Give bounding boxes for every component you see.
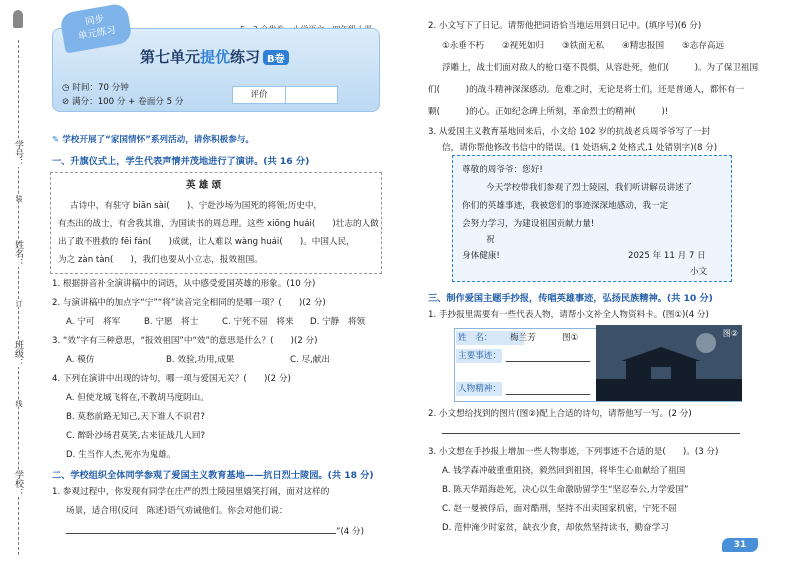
question-4: 4. 下列在演讲中出现的诗句，哪一项与爱国无关？( )(2 分) (52, 374, 291, 384)
diary-line: 颗( )的心。正如纪念碑上所刻，革命烈士的精神( )! (428, 107, 669, 117)
section-3-part-2: 2. 小文想给找到的图片(图②)配上合适的诗句，请帮他写一写。(2 分) (428, 409, 692, 419)
question-3: 3. “效”字有三种意思，“报效祖国”中“效”的意思是什么？( )(2 分) (52, 336, 318, 346)
student-number-label: 学号： (13, 140, 23, 167)
evaluation-label: 评价 (233, 87, 286, 103)
clock-icon: ◷ (62, 83, 73, 93)
letter-signature: 小文 (690, 267, 708, 277)
page-number: 31 (722, 538, 758, 552)
evaluation-field[interactable] (286, 87, 337, 103)
letter-wish: 身体健康! (462, 251, 500, 261)
p3-option[interactable]: C. 赵一曼被俘后，面对酷刑，坚持不出卖国家机密，宁死不屈 (442, 504, 677, 514)
title-highlight: 提优 (200, 48, 231, 66)
q3-option[interactable]: C. 尽,献出 (290, 355, 330, 365)
cut-mark: 装 (15, 195, 23, 202)
intro-text: 学校开展了“家国情怀”系列活动，请你积极参与。 (62, 135, 254, 145)
right-question-3: 信，请你帮他修改书信中的错误。(1 处语病,2 处格式,1 处错别字)(8 分) (442, 143, 718, 153)
card-figure-label: 图① (562, 333, 579, 343)
part-1-line: 场景，适合用(反问 陈述)语气劝诫他们。你会对他们说： (66, 506, 288, 516)
score-info (62, 96, 183, 108)
q4-option[interactable]: B. 莫愁前路无知己,天下谁人不识君? (66, 412, 205, 422)
class-label: 班级： (13, 340, 23, 367)
activity-intro (52, 134, 254, 146)
q2-option[interactable]: A. 宁可 将军 (66, 317, 121, 327)
p3-option[interactable]: B. 陈天华蹈海赴死，决心以生命激励留学生“坚忍奉公,力学爱国” (442, 485, 689, 495)
right-question-3: 3. 从爱国主义教育基地回来后，小文给 102 岁的抗战老兵周爷爷写了一封 (428, 127, 711, 137)
time-text: 时间：70 分钟 (72, 83, 129, 93)
cut-mark: 订 (15, 300, 23, 307)
speech-line: 古诗中，有驻守 biān sài( )、宁赴沙场为国死的将领;历史中， (70, 201, 323, 211)
image-label: 图② (722, 329, 738, 338)
title-unit: 第七单元 (140, 48, 201, 66)
q3-option[interactable]: B. 效验,功用,成果 (166, 355, 235, 365)
q3-option[interactable]: A. 模仿 (66, 355, 95, 365)
diary-line: 浮雕上，战士们面对敌人的枪口毫不畏惧，从容赴死，他们( )。为了保卫祖国 (442, 63, 759, 73)
city-gate-illustration (596, 325, 742, 401)
pencil-icon: ✎ (52, 135, 63, 145)
answer-tail: ”(4 分) (336, 527, 364, 537)
variant-badge: B卷 (263, 50, 289, 65)
score-icon: ⊘ (62, 97, 72, 107)
section-3-part-3: 3. 小文想在手抄报上增加一些人物事迹，下列事迹不合适的是( )。(3 分) (428, 447, 719, 457)
section-2-heading: 二、学校组织全体同学参观了爱国主义教育基地——抗日烈士陵园。(共 18 分) (52, 470, 374, 481)
section-3-part-1: 1. 手抄报里需要有一些代表人物，请帮小文补全人物资料卡。(图①)(4 分) (428, 310, 709, 320)
right-question-2: 2. 小文写下了日记。请帮他把词语恰当地运用到日记中。(填序号)(6 分) (428, 21, 702, 31)
score-text: 满分：100 分 + 卷面分 5 分 (71, 97, 184, 107)
word-option: ①永垂不朽 (442, 41, 485, 51)
time-info (62, 82, 129, 94)
letter-greeting: 尊敬的周爷爷：您好! (462, 165, 543, 175)
q4-option[interactable]: C. 醉卧沙场君莫笑,古来征战几人回? (66, 431, 206, 441)
rocket-icon (13, 10, 23, 28)
section-3-heading: 三、制作爱国主题手抄报，传唱英雄事迹，弘扬民族精神。(共 10 分) (428, 293, 713, 304)
poem-answer-line[interactable] (442, 433, 740, 434)
q2-option[interactable]: C. 宁死不屈 将来 (222, 317, 294, 327)
letter-body-line: 会努力学习，为建设祖国贡献力量! (462, 219, 595, 229)
deeds-answer-line[interactable] (506, 361, 590, 362)
spirit-answer-line[interactable] (506, 394, 590, 395)
badge-line: 同步 (84, 13, 106, 28)
card-spirit-label: 人物精神： (458, 384, 501, 394)
card-deeds-label: 主要事迹： (458, 351, 501, 361)
letter-body-line: 你们的英雄事迹，我被您们的事迹深深地感动，我一定 (462, 201, 669, 211)
badge-line: 单元练习 (77, 24, 117, 43)
school-label: 学校： (13, 470, 23, 497)
question-2: 2. 与演讲稿中的加点字“宁”“将”读音完全相同的是哪一项？( )(2 分) (52, 298, 326, 308)
q2-option[interactable]: D. 宁静 将领 (310, 317, 366, 327)
letter-date: 2025 年 11 月 7 日 (628, 251, 706, 261)
city-gate-image (596, 325, 742, 401)
cut-mark: 线 (15, 400, 23, 407)
letter-body-line: 今天学校带我们参观了烈士陵园，我们听讲解员讲述了 (486, 183, 693, 193)
p3-option[interactable]: A. 钱学森冲破重重阻挠，毅然回到祖国，将毕生心血献给了祖国 (442, 466, 686, 476)
evaluation-box (232, 86, 338, 104)
title-tail: 练习 (230, 48, 261, 66)
speech-title: 英 雄 颂 (186, 180, 222, 191)
card-name-value: 梅兰芳 (510, 333, 536, 343)
page-title (140, 46, 289, 67)
q2-option[interactable]: B. 宁愿 将士 (144, 317, 199, 327)
speech-line: 为之 zàn tàn( )，我们也要从小立志，报效祖国。 (58, 255, 263, 265)
question-1: 1. 根据拼音补全演讲稿中的词语，从中感受爱国英雄的形象。(10 分) (52, 279, 316, 289)
speech-line: 出了敢不胜救的 fēi fán( )成就，让人难以 wàng huái( )。中国人民， (58, 237, 355, 247)
section-1-heading: 一、升旗仪式上，学生代表声情并茂地进行了演讲。(共 16 分) (52, 156, 310, 167)
word-option: ④精忠报国 (622, 41, 665, 51)
part-1-line: 1. 参观过程中，你发现有同学在庄严的烈士陵园里嬉笑打闹，面对这样的 (52, 487, 330, 497)
part-1-answer-row (66, 524, 364, 538)
name-label: 姓名： (13, 240, 23, 267)
letter-closing: 祝 (486, 235, 495, 245)
q4-option[interactable]: D. 生当作人杰,死亦为鬼雄。 (66, 450, 176, 460)
answer-line[interactable] (66, 524, 336, 534)
binding-margin (0, 0, 40, 566)
p3-option[interactable]: D. 范仲淹少时家贫，缺衣少食，却依然坚持读书，勤奋学习 (442, 523, 669, 533)
word-option: ②视死如归 (502, 41, 545, 51)
word-option: ⑤志存高远 (682, 41, 725, 51)
card-name-label: 姓 名： (458, 333, 493, 343)
word-option: ③铁面无私 (562, 41, 605, 51)
speech-line: 有杰出的战士，有舍我其谁，为国读书的周总理。这些 xiōng huái( )壮志的人做 (58, 219, 379, 229)
diary-line: 们( )的战斗精神深深感动。危难之时，无论是将士们，还是普通人，都怀有一 (428, 85, 745, 95)
q4-option[interactable]: A. 但使龙城飞将在,不教胡马度阴山。 (66, 393, 209, 403)
